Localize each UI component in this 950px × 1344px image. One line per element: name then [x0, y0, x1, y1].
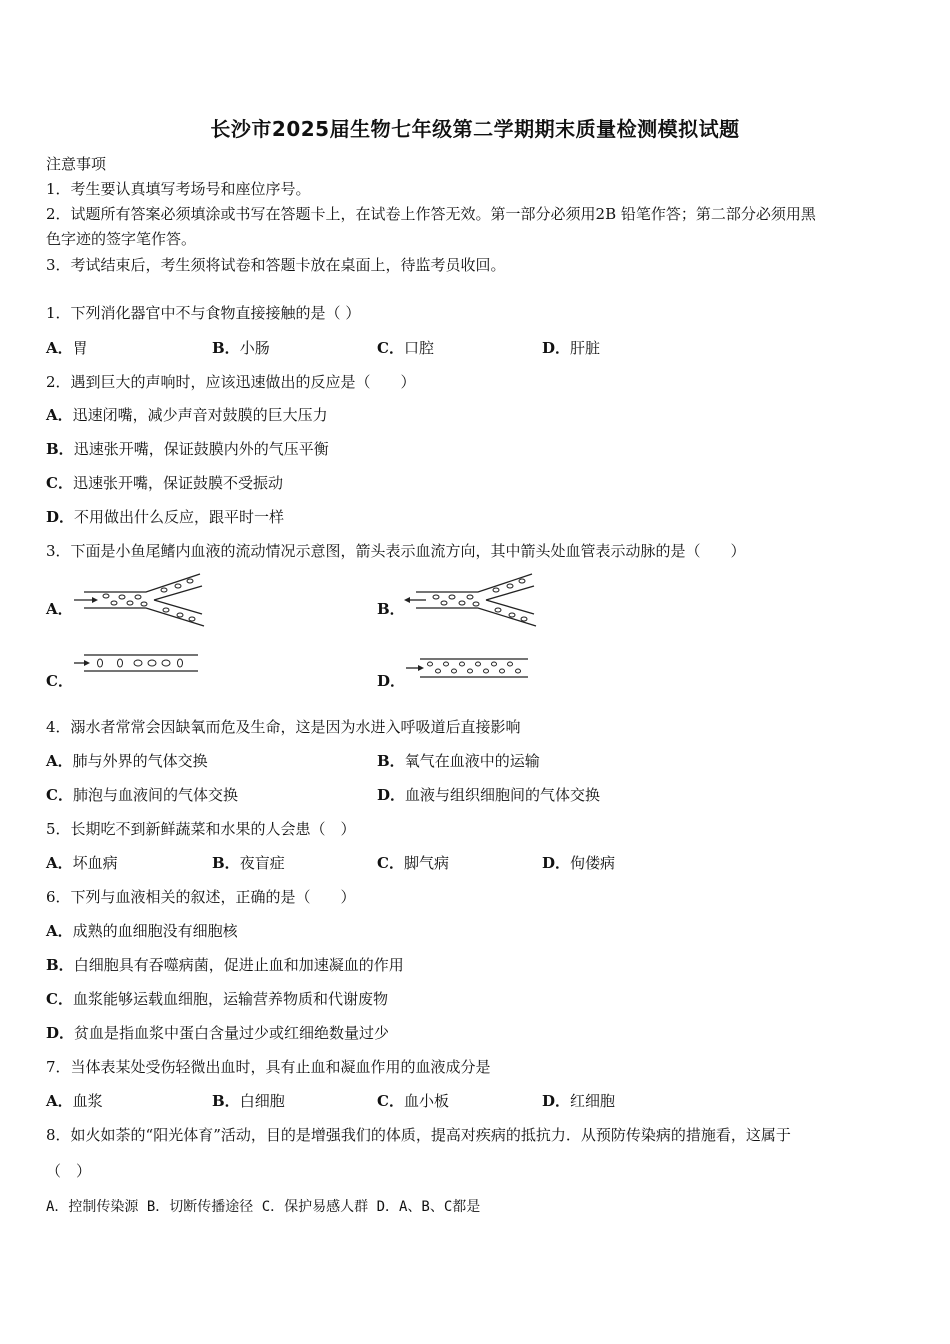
- option[interactable]: A．坏血病: [46, 854, 118, 872]
- option[interactable]: D．肝脏: [542, 339, 601, 357]
- option[interactable]: A．成熟的血细胞没有细胞核: [46, 922, 238, 940]
- question-stem: 8．如火如荼的“阳光体育”活动，目的是增强我们的体质，提高对疾病的抵抗力．从预防传染病的措施看，这属于: [46, 1126, 791, 1144]
- option[interactable]: C．肺泡与血液间的气体交换: [46, 786, 238, 804]
- option[interactable]: B．夜盲症: [212, 854, 285, 872]
- option[interactable]: A．肺与外界的气体交换: [46, 752, 208, 770]
- notice-heading: 注意事项: [46, 155, 107, 173]
- notice-item: 色字迹的签字笔作答。: [46, 230, 197, 248]
- option[interactable]: D．贫血是指血浆中蛋白含量过少或红细绝数量过少: [46, 1024, 390, 1042]
- notice-item: 2．试题所有答案必须填涂或书写在答题卡上，在试卷上作答无效。第一部分必须用2B 铅笔作答；第二部分必须用黑: [46, 205, 816, 223]
- option[interactable]: C．迅速张开嘴，保证鼓膜不受振动: [46, 474, 283, 492]
- option[interactable]: C．脚气病: [377, 854, 449, 872]
- option[interactable]: A．: [46, 600, 73, 618]
- option[interactable]: B．氧气在血液中的运输: [377, 752, 540, 770]
- question-stem: 4．溺水者常常会因缺氧而危及生命，这是因为水进入呼吸道后直接影响: [46, 718, 521, 736]
- option[interactable]: A．胃: [46, 339, 88, 357]
- option[interactable]: D．: [377, 672, 406, 690]
- option[interactable]: B．白细胞: [212, 1092, 285, 1110]
- option[interactable]: C．: [46, 672, 73, 690]
- question-stem: 3．下面是小鱼尾鳍内血液的流动情况示意图，箭头表示血流方向，其中箭头处血管表示动脉的是（ ）: [46, 542, 746, 560]
- question-stem: 5．长期吃不到新鲜蔬菜和水果的人会患（ ）: [46, 820, 356, 838]
- notice-item: 3．考试结束后，考生须将试卷和答题卡放在桌面上，待监考员收回。: [46, 256, 506, 274]
- vessel-diagram-b: [404, 572, 538, 628]
- question-stem: 6．下列与血液相关的叙述，正确的是（ ）: [46, 888, 356, 906]
- option[interactable]: B．: [377, 600, 405, 618]
- option[interactable]: A．迅速闭嘴，减少声音对鼓膜的巨大压力: [46, 406, 328, 424]
- vessel-diagram-a: [74, 572, 206, 628]
- option[interactable]: A．血浆: [46, 1092, 103, 1110]
- option[interactable]: C．口腔: [377, 339, 434, 357]
- option[interactable]: D．红细胞: [542, 1092, 616, 1110]
- option[interactable]: D．不用做出什么反应，跟平时一样: [46, 508, 285, 526]
- question-stem: 1．下列消化器官中不与食物直接接触的是（ ）: [46, 304, 361, 322]
- vessel-diagram-d: [406, 656, 530, 680]
- option[interactable]: B．白细胞具有吞噬病菌，促进止血和加速凝血的作用: [46, 956, 404, 974]
- question-stem: 7．当体表某处受伤轻微出血时，具有止血和凝血作用的血液成分是: [46, 1058, 491, 1076]
- question-stem: 2．遇到巨大的声响时，应该迅速做出的反应是（ ）: [46, 373, 416, 391]
- question-stem-continued: （ ）: [46, 1162, 92, 1180]
- vessel-diagram-c: [74, 652, 200, 674]
- option[interactable]: B．迅速张开嘴，保证鼓膜内外的气压平衡: [46, 440, 329, 458]
- option[interactable]: D．佝偻病: [542, 854, 616, 872]
- option[interactable]: B．小肠: [212, 339, 270, 357]
- option[interactable]: C．血小板: [377, 1092, 449, 1110]
- option[interactable]: D．血液与组织细胞间的气体交换: [377, 786, 601, 804]
- notice-item: 1．考生要认真填写考场号和座位序号。: [46, 180, 311, 198]
- page-title: 长沙市2025届生物七年级第二学期期末质量检测模拟试题: [210, 117, 740, 141]
- options-line[interactable]: A．控制传染源 B．切断传播途径 C．保护易感人群 D．A、B、C都是: [46, 1199, 481, 1215]
- option[interactable]: C．血浆能够运载血细胞，运输营养物质和代谢废物: [46, 990, 388, 1008]
